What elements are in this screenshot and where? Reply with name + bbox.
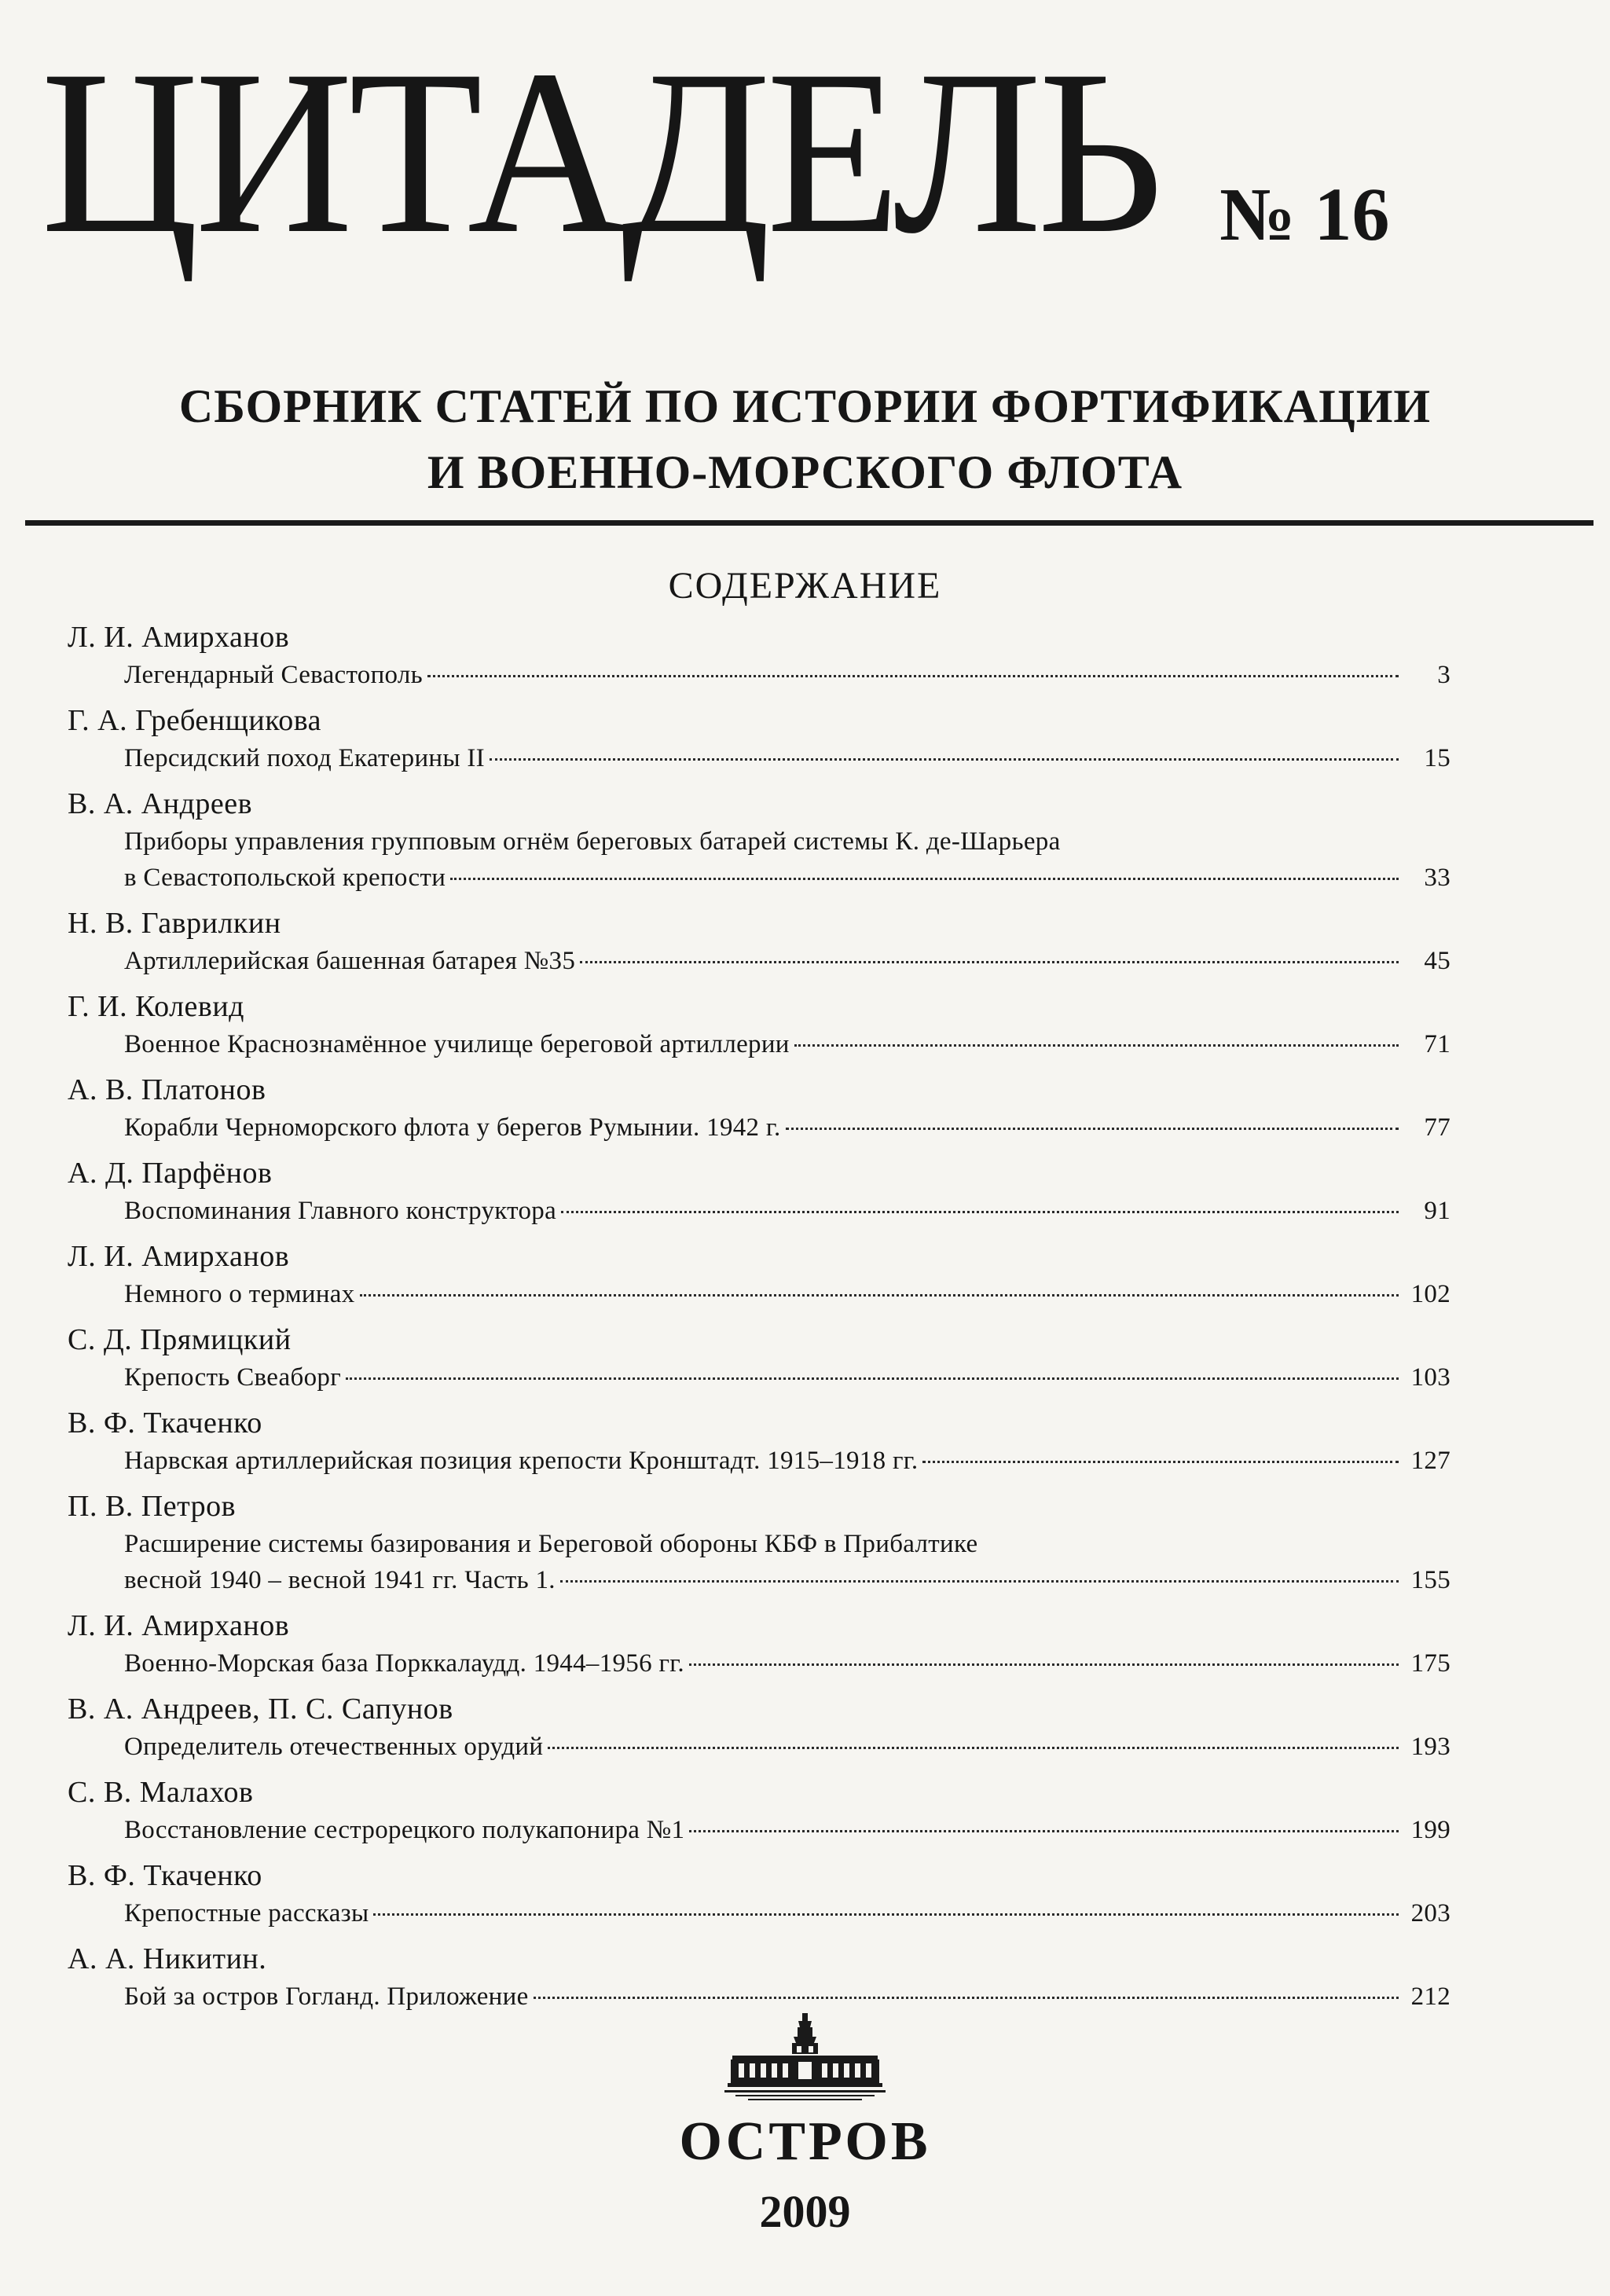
- toc-page-number: 15: [1424, 744, 1450, 772]
- toc-title-text: Военно-Морская база Порккалаудд. 1944–1956 гг.: [124, 1649, 684, 1678]
- toc-title-text: Восстановление сестрорецкого полукапонира №1: [124, 1816, 685, 1844]
- toc-title-text: Бой за остров Гогланд. Приложение: [124, 1982, 529, 2011]
- contents-heading: СОДЕРЖАНИЕ: [668, 565, 942, 607]
- toc-title-line: [124, 1526, 1450, 1562]
- toc-dot-leader: [548, 1747, 1399, 1749]
- toc-entry: [68, 1154, 1450, 1229]
- subtitle-line-1: СБОРНИК СТАТЕЙ ПО ИСТОРИИ ФОРТИФИКАЦИИ: [178, 380, 1432, 432]
- toc-author: В. Ф. Ткаченко: [68, 1407, 262, 1440]
- toc-author: Л. И. Амирханов: [68, 621, 290, 654]
- toc-title-text: Немного о терминах: [124, 1280, 355, 1308]
- toc-title-line: [124, 943, 1450, 979]
- toc-title-line: [124, 1276, 1450, 1312]
- toc-title-line: [124, 1359, 1450, 1396]
- toc-dot-leader: [580, 961, 1399, 963]
- toc-page-number: 71: [1424, 1030, 1450, 1058]
- toc-entry: [68, 1856, 1450, 1931]
- toc-entry: [68, 701, 1450, 776]
- toc-title-line: [124, 1109, 1450, 1146]
- toc-page-number: 212: [1410, 1982, 1450, 2011]
- toc-dot-leader: [490, 758, 1399, 761]
- toc-dot-leader: [922, 1461, 1399, 1463]
- toc-dot-leader: [373, 1913, 1399, 1916]
- toc-dot-leader: [794, 1044, 1399, 1047]
- toc-author: С. В. Малахов: [68, 1776, 254, 1809]
- toc-title-text: Крепость Свеаборг: [124, 1363, 342, 1392]
- toc-page-number: 77: [1424, 1113, 1450, 1142]
- toc-page-number: 102: [1410, 1280, 1450, 1308]
- toc-title-line: [124, 1026, 1450, 1062]
- toc-title-line: [124, 1812, 1450, 1848]
- toc-page-number: 91: [1424, 1197, 1450, 1225]
- toc-title-line: [124, 740, 1450, 776]
- toc-dot-leader: [786, 1128, 1399, 1130]
- toc-title-line: [124, 1443, 1450, 1479]
- journal-title: ЦИТАДЕЛЬ: [41, 21, 1159, 282]
- kunstkamera-building-icon: [724, 2012, 886, 2102]
- toc-page-number: 127: [1410, 1447, 1450, 1475]
- toc-title-text: в Севастопольской крепости: [124, 864, 446, 892]
- toc-dot-leader: [346, 1377, 1399, 1380]
- toc-author: В. А. Андреев: [68, 787, 253, 820]
- toc-entry: [68, 1939, 1450, 2015]
- toc-author: В. А. Андреев, П. С. Сапунов: [68, 1693, 453, 1726]
- toc-dot-leader: [689, 1663, 1399, 1666]
- toc-title-text: Артиллерийская башенная батарея №35: [124, 947, 576, 975]
- toc-entry: [68, 1403, 1450, 1479]
- toc-title-text: весной 1940 – весной 1941 гг. Часть 1.: [124, 1566, 556, 1594]
- toc-entry: [68, 904, 1450, 979]
- toc-title-line: [124, 1193, 1450, 1229]
- subtitle-line-2: И ВОЕННО-МОРСКОГО ФЛОТА: [427, 446, 1183, 498]
- toc-dot-leader: [360, 1294, 1399, 1297]
- toc-entry: [68, 1689, 1450, 1765]
- toc-title-text: Персидский поход Екатерины II: [124, 744, 485, 772]
- toc-title-text: Нарвская артиллерийская позиция крепости Кронштадт. 1915–1918 гг.: [124, 1447, 919, 1475]
- toc-entry: [68, 784, 1450, 896]
- toc-author: П. В. Петров: [68, 1490, 237, 1523]
- toc-dot-leader: [689, 1830, 1399, 1832]
- toc-dot-leader: [534, 1997, 1399, 1999]
- toc-title-line: [124, 823, 1450, 860]
- toc-entry: [68, 618, 1450, 693]
- toc-entry: [68, 987, 1450, 1062]
- toc-page-number: 103: [1410, 1363, 1450, 1392]
- toc-title-line: [124, 657, 1450, 693]
- toc-entry: [68, 1487, 1450, 1598]
- publisher-name: ОСТРОВ: [679, 2111, 931, 2172]
- toc-author: А. Д. Парфёнов: [68, 1157, 273, 1190]
- toc-page-number: 199: [1410, 1816, 1450, 1844]
- toc-title-line: [124, 1895, 1450, 1931]
- toc-title-line: [124, 860, 1450, 896]
- toc-dot-leader: [427, 675, 1399, 677]
- toc-title-text: Крепостные рассказы: [124, 1899, 369, 1927]
- toc-author: С. Д. Прямицкий: [68, 1323, 292, 1356]
- toc-page-number: 3: [1437, 661, 1450, 689]
- toc-entry: [68, 1606, 1450, 1682]
- toc-page-number: 155: [1410, 1566, 1450, 1594]
- toc-title-text: Легендарный Севастополь: [124, 661, 424, 689]
- table-of-contents: [68, 618, 1450, 2023]
- issue-number: № 16: [1219, 172, 1390, 256]
- toc-title-line: [124, 1979, 1450, 2015]
- toc-author: Н. В. Гаврилкин: [68, 907, 281, 940]
- toc-page-number: 193: [1410, 1733, 1450, 1761]
- toc-title-text: Приборы управления групповым огнём береговых батарей системы К. де-Шарьера: [124, 827, 1061, 856]
- toc-dot-leader: [450, 878, 1399, 880]
- publication-year: 2009: [759, 2186, 851, 2237]
- toc-author: Л. И. Амирханов: [68, 1240, 290, 1273]
- toc-entry: [68, 1070, 1450, 1146]
- toc-entry: [68, 1237, 1450, 1312]
- toc-author: Г. И. Колевид: [68, 990, 245, 1023]
- toc-page-number: 33: [1424, 864, 1450, 892]
- toc-author: А. А. Никитин.: [68, 1942, 267, 1975]
- toc-title-line: [124, 1729, 1450, 1765]
- toc-title-text: Корабли Черноморского флота у берегов Румынии. 1942 г.: [124, 1113, 781, 1142]
- toc-title-text: Расширение системы базирования и Береговой обороны КБФ в Прибалтике: [124, 1530, 978, 1558]
- toc-page-number: 203: [1410, 1899, 1450, 1927]
- header-divider: [25, 520, 1593, 526]
- toc-page-number: 175: [1410, 1649, 1450, 1678]
- toc-dot-leader: [560, 1580, 1399, 1583]
- toc-entry: [68, 1320, 1450, 1396]
- toc-title-text: Определитель отечественных орудий: [124, 1733, 544, 1761]
- toc-title-text: Воспоминания Главного конструктора: [124, 1197, 557, 1225]
- toc-title-text: Военное Краснознамённое училище береговой артиллерии: [124, 1030, 790, 1058]
- toc-entry: [68, 1773, 1450, 1848]
- toc-dot-leader: [561, 1211, 1399, 1213]
- toc-author: А. В. Платонов: [68, 1073, 266, 1106]
- toc-page-number: 45: [1424, 947, 1450, 975]
- toc-title-line: [124, 1645, 1450, 1682]
- toc-author: В. Ф. Ткаченко: [68, 1859, 262, 1892]
- toc-author: Л. И. Амирханов: [68, 1609, 290, 1642]
- toc-title-line: [124, 1562, 1450, 1598]
- masthead: [41, 22, 1534, 281]
- toc-author: Г. А. Гребенщикова: [68, 704, 322, 737]
